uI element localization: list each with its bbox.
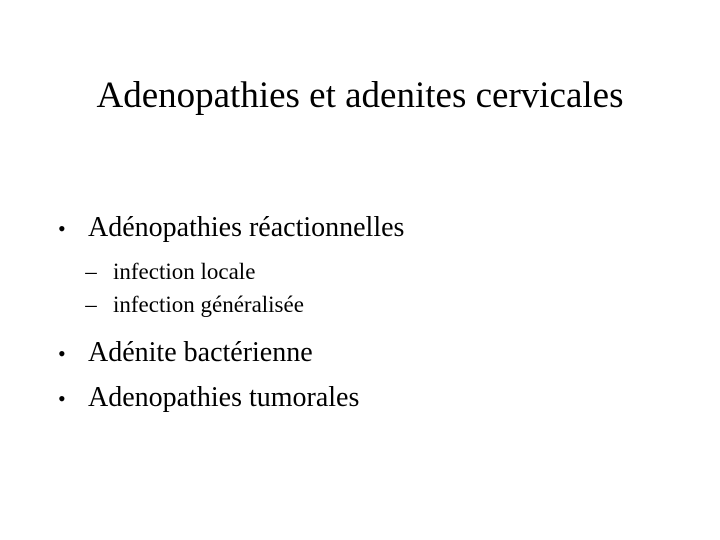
dash-icon: –: [85, 292, 97, 317]
sub-bullet-item-generalized-infection: [69, 288, 698, 321]
bullet-line: [58, 206, 698, 251]
bullet-label: Adénopathies réactionnelles: [88, 212, 405, 243]
sub-bullet-label: infection généralisée: [113, 292, 304, 317]
sub-bullet-label: infection locale: [113, 259, 256, 284]
bullet-line: [58, 331, 698, 376]
bullet-dot-icon: •: [58, 386, 66, 411]
bullet-label: Adénite bactérienne: [88, 337, 313, 368]
dash-icon: –: [85, 259, 97, 284]
sub-bullet-list: [58, 255, 698, 321]
sub-bullet-item-local-infection: [69, 255, 698, 288]
bullet-dot-icon: •: [58, 341, 66, 366]
slide-content: [58, 206, 698, 421]
bullet-label: Adenopathies tumorales: [88, 382, 360, 413]
bullet-list: [58, 206, 698, 421]
bullet-dot-icon: •: [58, 216, 66, 241]
bullet-item-tumoral-adenopathies: [58, 376, 698, 421]
slide-title: Adenopathies et adenites cervicales: [96, 75, 624, 116]
bullet-line: [58, 376, 698, 421]
bullet-item-bacterial-adenitis: [58, 331, 698, 376]
bullet-item-reactive-adenopathies: [58, 206, 698, 321]
